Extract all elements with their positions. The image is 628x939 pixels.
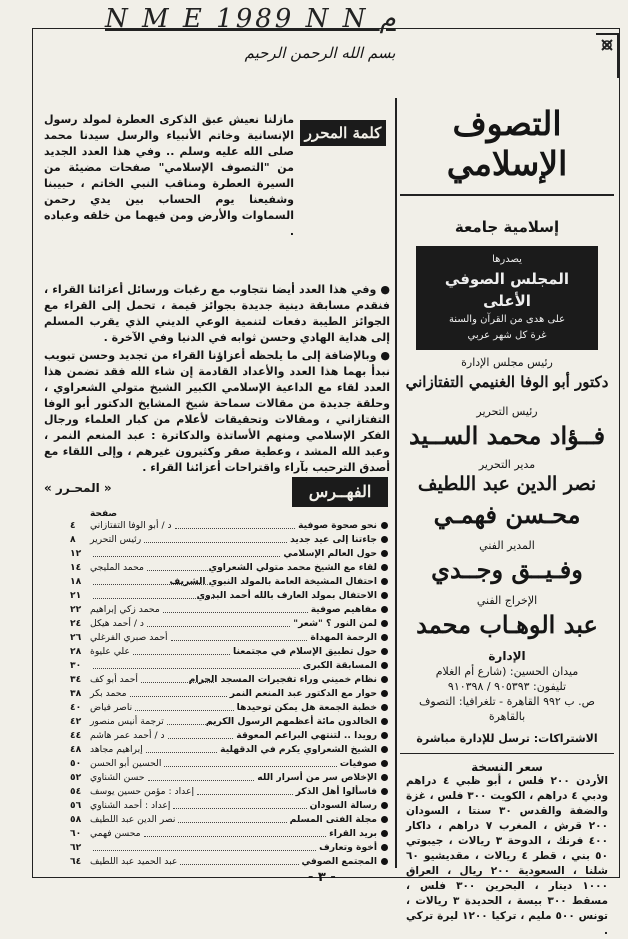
index-author: أحمد صبري الفرغلي — [90, 631, 168, 643]
index-row — [70, 560, 388, 574]
index-author: محمد المليجي — [90, 561, 144, 573]
index-row — [70, 588, 388, 602]
bullet-icon — [381, 522, 388, 529]
bullet-icon — [381, 634, 388, 641]
editor-in-chief-name: فــؤاد محمد الســيد — [408, 421, 606, 450]
bullet-icon — [381, 690, 388, 697]
index-author: أحمد أبو كف — [90, 673, 138, 685]
leader-dots — [180, 858, 298, 865]
leader-dots — [135, 704, 233, 711]
index-author: محسن فهمي — [90, 827, 141, 839]
index-page: ٦٠ — [70, 827, 82, 839]
leader-dots — [144, 536, 287, 543]
leader-dots — [147, 564, 214, 571]
index-author: د / أحمد هيكل — [90, 617, 144, 629]
leader-dots — [148, 774, 255, 781]
leader-dots — [141, 676, 214, 683]
index-author: نصر الدين عبد اللطيف — [90, 813, 176, 825]
leader-dots — [93, 592, 214, 599]
index-row — [70, 742, 388, 756]
bullet-icon — [381, 704, 388, 711]
magazine-title: التصوف الإسلامي — [400, 104, 614, 196]
price-list: الأردن ٢٠٠ فلس ، أبو ظبي ٤ دراهم ودبي ٤ دراهم ، الكويت ٣٠٠ فلس ، غزة والضفة والقدس ٣٠ سنتا ، السودان ٢٠٠ قرش ، المغرب ٧ دراهم ، داكار ٤٠٠ فرنك ، الدوحة ٣ ريالات ، جيبوتي ٥٠ بني ، قطر ٤ ريالات ، مقديشيو ٦٠ شلنا ، السعودية ٢٠٠ ريال ، العراق ١٠٠٠ دينار ، البحرين ٣٠٠ فلس ، مسقط ٣٠٠ بيسة ، الحديدة ٣ ريالات ، تونس ٥٠٠ مليم ، تركيا ١٢٠٠ ليرة تركي . — [406, 775, 609, 937]
editorial-signature: « المحـرر » — [44, 481, 112, 495]
leader-dots — [144, 830, 327, 837]
bullet-icon — [381, 718, 388, 725]
index-title: المجتمع الصوفي — [301, 855, 377, 867]
index-page: ٣٨ — [70, 687, 82, 699]
index-title: الاحتفال بمولد العارف بالله أحمد البدوي — [196, 589, 377, 601]
index-author: ناصر فياض — [90, 701, 133, 713]
index-page: ٦٢ — [70, 841, 82, 853]
index-page: ٢١ — [70, 589, 82, 601]
index-title: رسالة السودان — [309, 799, 377, 811]
index-page: ٤٨ — [70, 743, 82, 755]
index-title: الشيخ الشعراوي يكرم في الدقهلية — [220, 743, 377, 755]
leader-dots — [178, 816, 286, 823]
bullet-icon — [381, 536, 388, 543]
managing-editor-name-2: محـسن فهمـي — [433, 500, 581, 529]
bullet-icon — [381, 578, 388, 585]
index-row — [70, 574, 388, 588]
index-page: ٢٨ — [70, 645, 82, 657]
index-author: الحسين أبو الحسن — [90, 757, 162, 769]
index-row — [70, 686, 388, 700]
corner-ornament-icon — [594, 32, 620, 80]
handwritten-annotation: N M E 1989 N N م — [105, 4, 396, 34]
index-page: ١٢ — [70, 547, 82, 559]
managing-editor-label: مدير التحرير — [478, 458, 536, 471]
index-page: ٤ — [70, 519, 76, 531]
index-author: د / أبو الوفا التفتازاني — [90, 519, 172, 531]
managing-editor-name-1: نصر الدين عبد اللطيف — [417, 473, 597, 495]
publisher-box — [416, 246, 598, 350]
publisher-frequency: غرة كل شهر عربي — [467, 330, 547, 341]
index-row — [70, 840, 388, 854]
bullet-icon — [381, 732, 388, 739]
technical-director-name: وفـيــق وجــدي — [431, 555, 583, 584]
index-author: محمد زكي إبراهيم — [90, 603, 160, 615]
index-row — [70, 700, 388, 714]
index-title: فاسألوا أهل الذكر — [295, 785, 377, 797]
index-page: ١٤ — [70, 561, 82, 573]
index-page: ٥٤ — [70, 785, 82, 797]
price-title: سعر النسخة — [471, 760, 543, 774]
bullet-icon — [381, 648, 388, 655]
index-page: ٤٤ — [70, 729, 82, 741]
index-title: الرحمة المهداة — [310, 631, 377, 643]
index-page: ٢٤ — [70, 617, 82, 629]
bullet-icon — [381, 774, 388, 781]
index-page: ٢٢ — [70, 603, 82, 615]
bullet-icon — [381, 760, 388, 767]
index-page: ٢٦ — [70, 631, 82, 643]
index-author: ترجمة أنيس منصور — [90, 715, 164, 727]
index-author: حسن الشناوي — [90, 771, 145, 783]
index-title: مجلة الفتى المسلم — [289, 813, 377, 825]
bullet-icon — [381, 802, 388, 809]
address-line-2: تليفون: ٩٠٥٣٩٣ / ٩١٠٣٩٨ — [447, 680, 567, 693]
leader-dots — [147, 620, 290, 627]
index-heading: الفهــرس — [292, 477, 388, 507]
index-title: حول العالم الإسلامي — [283, 547, 377, 559]
index-page: ٦٤ — [70, 855, 82, 867]
index-author: محمد بكر — [90, 687, 127, 699]
index-row — [70, 714, 388, 728]
index-page: ٥٢ — [70, 771, 82, 783]
leader-dots — [164, 760, 336, 767]
index-row — [70, 672, 388, 686]
leader-dots — [167, 718, 214, 725]
column-divider — [395, 98, 397, 868]
address-label: الإدارة — [488, 649, 526, 663]
index-title: لقاء مع الشيخ محمد متولي الشعراوي — [208, 561, 377, 573]
leader-dots — [175, 522, 296, 529]
index-page: ٤٢ — [70, 715, 82, 727]
bullet-icon — [381, 620, 388, 627]
index-title: جاءتنا إلى عيد جديد — [290, 533, 377, 545]
index-page: ٣٤ — [70, 673, 82, 685]
publisher-tagline: على هدى من القرآن والسنة — [448, 314, 566, 325]
bullet-icon — [381, 564, 388, 571]
index-page: ٥٨ — [70, 813, 82, 825]
index-author: علي عليوة — [90, 645, 130, 657]
index-row — [70, 826, 388, 840]
index-row — [70, 658, 388, 672]
subscriptions-note: الاشتراكات: ترسل للإدارة مباشرة — [400, 732, 614, 754]
index-author: د / أحمد عمر هاشم — [90, 729, 165, 741]
index-row — [70, 854, 388, 868]
index-row — [70, 784, 388, 798]
leader-dots — [171, 634, 308, 641]
index-author: إعداد : أحمد الشناوي — [90, 799, 171, 811]
index-title: الإخلاص سر من أسرار الله — [257, 771, 377, 783]
bullet-icon — [381, 662, 388, 669]
index-title: لمن النور ؟ "شعر" — [293, 617, 377, 629]
index-page: ٨ — [70, 533, 76, 545]
technical-director-label: المدير الفني — [479, 539, 535, 552]
index-title: حول تطبيق الإسلام في مجتمعنا — [233, 645, 377, 657]
index-title: صوفيات — [339, 757, 377, 769]
index-row — [70, 546, 388, 560]
index-list — [70, 518, 388, 868]
editorial-paragraph-1: مازلنا نعيش عبق الذكرى العطرة لمولد رسول الإنسانية وخاتم الأنبياء والرسل سيدنا محمد صلى الله عليه وسلم .. وفي هذا العدد الجديد من "التصوف الإسلامي" صفحات مضيئة من السيرة العطرة ومناقب النبي الخاتم ، حبيبنا وشفيعنا يوم الحساب بين يدي رحمن السماوات والأرض ومن فيهما من خلقه وعباده . — [44, 113, 294, 238]
leader-dots — [133, 648, 230, 655]
index-title: بريد القراء — [329, 827, 377, 839]
publisher-name: المجلس الصوفي الأعلى — [444, 270, 570, 310]
board-chair-name: دكتور أبو الوفا الغنيمي التفتازاني — [405, 373, 609, 391]
editorial-text-body — [44, 282, 390, 496]
leader-dots — [163, 606, 308, 613]
index-row — [70, 728, 388, 742]
index-title: الخالدون مائة أعظمهم الرسول الكريم — [205, 715, 377, 727]
index-title: أخوة وتعارف — [319, 841, 377, 853]
index-author: إبراهيم مجاهد — [90, 743, 143, 755]
board-chair-label: رئيس مجلس الإدارة — [461, 356, 553, 369]
index-title: مفاهيم صوفية — [310, 603, 377, 615]
leader-dots — [173, 802, 306, 809]
index-title: نحو صحوة صوفية — [298, 519, 377, 531]
index-row — [70, 616, 388, 630]
masthead — [400, 96, 614, 939]
magazine-subtitle: إسلامية جامعة — [454, 218, 560, 236]
leader-dots — [93, 550, 280, 557]
bullet-icon — [381, 746, 388, 753]
editor-in-chief-label: رئيس التحرير — [476, 405, 538, 418]
index-row — [70, 770, 388, 784]
leader-dots — [168, 732, 234, 739]
index-title: احتفال المشيخة العامة بالمولد النبوي الشريف — [169, 575, 377, 587]
bullet-icon — [381, 550, 388, 557]
index-page: ٤٠ — [70, 701, 82, 713]
index-page-label: صفحة — [90, 509, 118, 519]
page-number: - ٣ - — [308, 870, 336, 885]
leader-dots — [197, 788, 293, 795]
bullet-icon — [381, 592, 388, 599]
index-page: ٥٦ — [70, 799, 82, 811]
index-row — [70, 518, 388, 532]
index-row — [70, 812, 388, 826]
bullet-icon — [381, 788, 388, 795]
leader-dots — [130, 690, 227, 697]
index-title: المسابقة الكبرى — [302, 659, 377, 671]
publisher-intro: يصدرها — [492, 254, 522, 265]
bullet-icon — [381, 676, 388, 683]
editorial-paragraph-2: ● وفي هذا العدد أيضا نتجاوب مع رغبات ورسائل أعزائنا القراء ، فنقدم مسابقة دينية جديدة بجوائز قيمة ، تحمل إلى القراء مع الجوائز الطيبة دفعات لتنمية الوعي الديني الذي يقرب المسلم إلى هداية الهادي وحسن ثوابه في الدنيا وفي الآخرة . — [44, 283, 390, 344]
index-title: رويدا .. لتنتهي البراعم المعوقة — [236, 729, 377, 741]
leader-dots — [93, 578, 214, 585]
bullet-icon — [381, 844, 388, 851]
bullet-icon — [381, 606, 388, 613]
address-line-3: ص. ب ٩٩٢ القاهرة - تلغرافيا: التصوف بالقاهرة — [419, 695, 595, 723]
editorial-paragraph-3: ● وبالإضافة إلى ما يلحظه أعزاؤنا القراء من تجديد وحسن تبويب نبدأ بهما هذا العدد والأعداد القادمة إن شاء الله فقد تضمن هذا العدد لقاء مع الداعية الإسلامي الكبير الشيخ متولي الشعراوي ، وحلقة جديدة من مقالات سماحة شيخ المشايخ الدكتور أبو الوفا التفتازاني ، ومقالات وتحقيقات لأعلام من كبار العلماء ورجال الفكر الإسلامي ومنهم الأساتذة والدكاترة : عبد المنعم النمر ، وعبد الله المشد ، وعطية صقر وكثيرون غيرهم ، وإلى اللقاء مع أصدق الترحيب بآراء واقتراحات أعزائنا القراء . — [44, 349, 390, 474]
bullet-icon — [381, 830, 388, 837]
index-title: حوار مع الدكتور عبد المنعم النمر — [229, 687, 377, 699]
art-direction-label: الإخراج الفني — [476, 594, 538, 607]
index-author: عبد الحميد عبد اللطيف — [90, 855, 178, 867]
basmala: بسم الله الرحمن الرحيم — [244, 44, 396, 62]
index-author: إعداد : مؤمن حسين يوسف — [90, 785, 195, 797]
index-page: ١٨ — [70, 575, 82, 587]
art-director-name: عبد الوهـاب محمد — [416, 610, 598, 639]
index-page: ٣٠ — [70, 659, 82, 671]
bullet-icon — [381, 816, 388, 823]
index-title: خطبة الجمعة هل يمكن توحيدها — [236, 701, 377, 713]
address-block — [400, 649, 614, 724]
leader-dots — [146, 746, 217, 753]
index-row — [70, 756, 388, 770]
index-row — [70, 532, 388, 546]
leader-dots — [93, 662, 300, 669]
address-line-1: ميدان الحسين: (شارع أم الغلام — [435, 665, 579, 678]
index-row — [70, 602, 388, 616]
bullet-icon — [381, 858, 388, 865]
index-row — [70, 798, 388, 812]
leader-dots — [93, 844, 316, 851]
index-page: ٥٠ — [70, 757, 82, 769]
editorial-heading: كلمة المحرر — [300, 120, 386, 146]
index-row — [70, 644, 388, 658]
editorial-text-top — [44, 112, 294, 240]
index-author: رئيس التحرير — [90, 533, 142, 545]
index-row — [70, 630, 388, 644]
index-title: نظام خميني وراء تفجيرات المسجد الحرام — [188, 673, 377, 685]
